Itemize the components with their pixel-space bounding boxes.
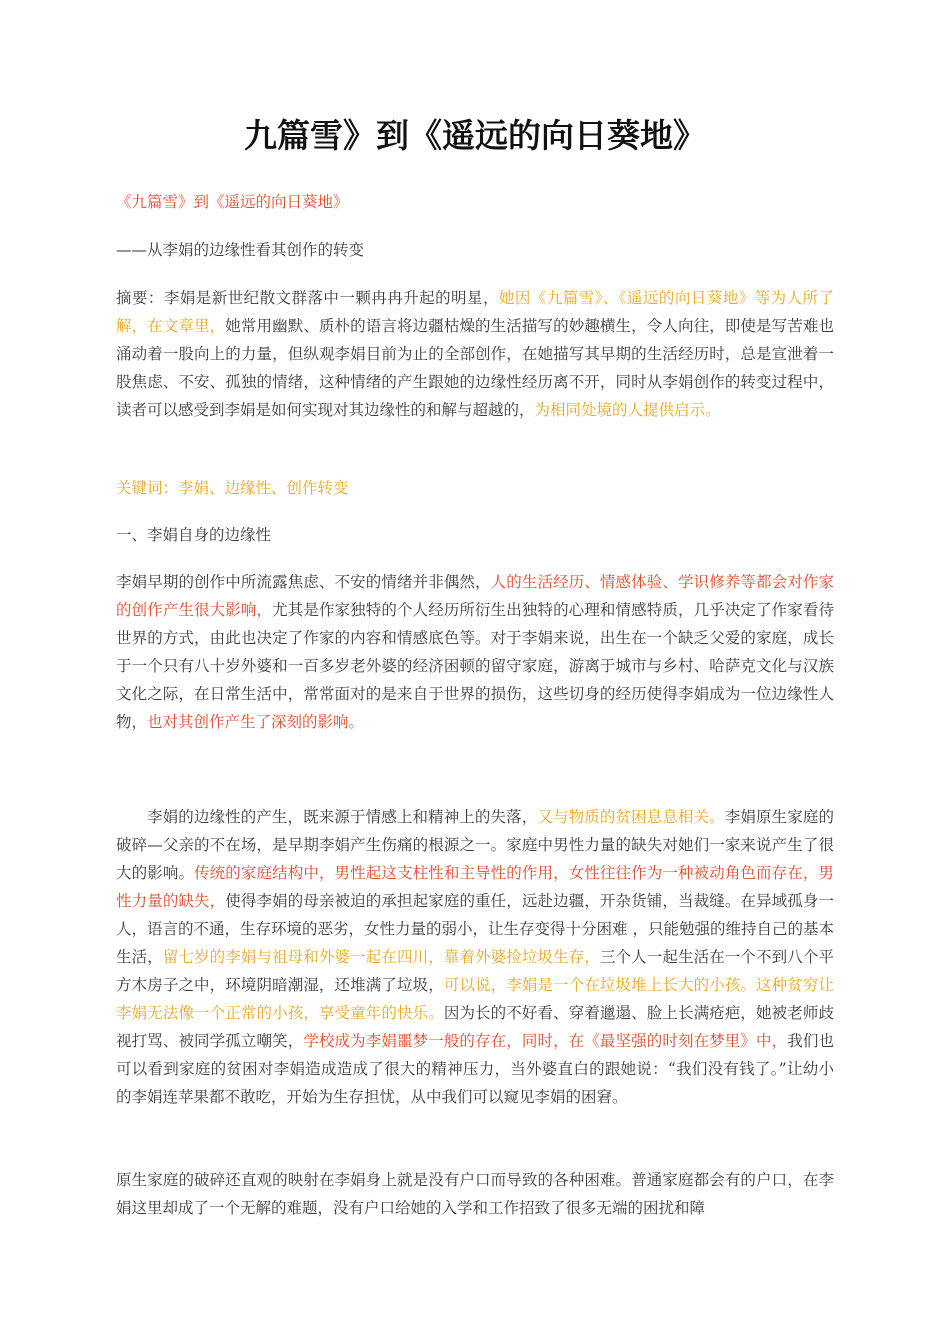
para1-text-2: 人的生活经历、情感体验、学识修养等都会对作家的创作产生很大影响， xyxy=(116,573,834,619)
para1-text-3: 尤其是作家独特的个人经历所衍生出独特的心理和情感特质，几乎决定了作家看待世界的方式，由此也决定了作家的内容和情感底色等。对于李娟来说，出生在一个缺乏父爱的家庭，成长于一个只有八十岁外婆和一百多岁老外婆的经济困顿的留守家庭，游离于城市与乡村、哈萨克文化与汉族文化之际，在日常生活中，常常面对的是来自于世界的损伤，这些切身的经历使得李娟成为一位边缘性人物， xyxy=(116,601,834,731)
section-heading: 一、李娟自身的边缘性 xyxy=(116,526,272,544)
para2-text-3: 李娟原生家庭的破碎—父亲的不在场，是早期李娟产生伤痛的根源之一。家庭中男性力量的缺失对她们一家来说产生了很大的影响。 xyxy=(116,808,834,882)
para2-text-2: 又与物质的贫困息息相关。 xyxy=(537,808,725,826)
subtitle-line: 《九篇雪》到《遥远的向日葵地》 xyxy=(116,193,349,211)
para2-text-11: 我们也可以看到家庭的贫困对李娟造成造成了很大的精神压力，当外婆直白的跟她说：“我们没有钱了。”让幼小的李娟连苹果都不敢吃，开始为生存担忧，从中我们可以窥见李娟的困窘。 xyxy=(116,1032,834,1106)
para2-text-7: 三个人一起生活在一个不到八个平方木房子之中，环境阴暗潮湿，还堆满了垃圾， xyxy=(116,948,834,994)
para1-text-4: 也对其创作产生了深刻的影响。 xyxy=(147,713,365,731)
para2-text-6: 留七岁的李娟与祖母和外婆一起在四川，靠着外婆捡垃圾生存， xyxy=(162,948,600,966)
abstract-paragraph xyxy=(116,284,834,424)
para2-text-4: 传统的家庭结构中，男性起这支柱性和主导性的作用，女性往往作为一种被动角色而存在，男性力量的缺失， xyxy=(116,864,834,910)
abstract-text-2: 她因《九篇雪》、《遥远的向日葵地》等为人所了解，在文章里， xyxy=(116,289,834,335)
abstract-text-4: 为相同处境的人提供启示。 xyxy=(534,401,721,419)
para1-text-1: 李娟早期的创作中所流露焦虑、不安的情绪并非偶然， xyxy=(116,573,491,591)
abstract-text-1: 摘要：李娟是新世纪散文群落中一颗冉冉升起的明星， xyxy=(116,289,499,307)
para2-text-5: 使得李娟的母亲被迫的承担起家庭的重任，远赴边疆，开杂货铺，当裁缝。在异域孤身一人，语言的不通，生存环境的恶劣，女性力量的弱小，让生存变得十分困难 ，只能勉强的维持自己的基本生活， xyxy=(116,892,834,966)
document-title: 九篇雪》到《遥远的向日葵地》 xyxy=(244,116,706,155)
para2-text-8: 可以说，李娟是一个在垃圾堆上长大的小孩。这种贫穷让李娟无法像一个正常的小孩，享受童年的快乐。 xyxy=(116,976,834,1022)
abstract-text-3: 她常用幽默、质朴的语言将边疆枯燥的生活描写的妙趣横生，令人向往，即使是写苦难也涌动着一股向上的力量，但纵观李娟目前为止的全部创作，在她描写其早期的生活经历时，总是宣泄着一股焦虑、不安、孤独的情绪，这种情绪的产生跟她的边缘性经历离不开，同时从李娟创作的转变过程中，读者可以感受到李娟是如何实现对其边缘性的和解与超越的， xyxy=(116,317,834,419)
paragraph-3: 原生家庭的破碎还直观的映射在李娟身上就是没有户口而导致的各种困难。普通家庭都会有的户口，在李娟这里却成了一个无解的难题，没有户口给她的入学和工作招致了很多无端的困扰和障 xyxy=(116,1171,834,1217)
para2-text-10: 学校成为李娟噩梦一般的存在，同时，在《最坚强的时刻在梦里》中， xyxy=(303,1032,788,1050)
paragraph-1 xyxy=(116,568,834,736)
sub-subtitle: ——从李娟的边缘性看其创作的转变 xyxy=(116,241,365,259)
para2-text-9: 因为长的不好看、穿着邋遢、脸上长满疮疤，她被老师歧视打骂、被同学孤立嘲笑， xyxy=(116,1004,834,1050)
paragraph-2 xyxy=(116,803,834,1111)
para2-text-1: 李娟的边缘性的产生，既来源于情感上和精神上的失落， xyxy=(147,808,538,826)
keywords-line: 关键词：李娟、边缘性、创作转变 xyxy=(116,479,349,497)
